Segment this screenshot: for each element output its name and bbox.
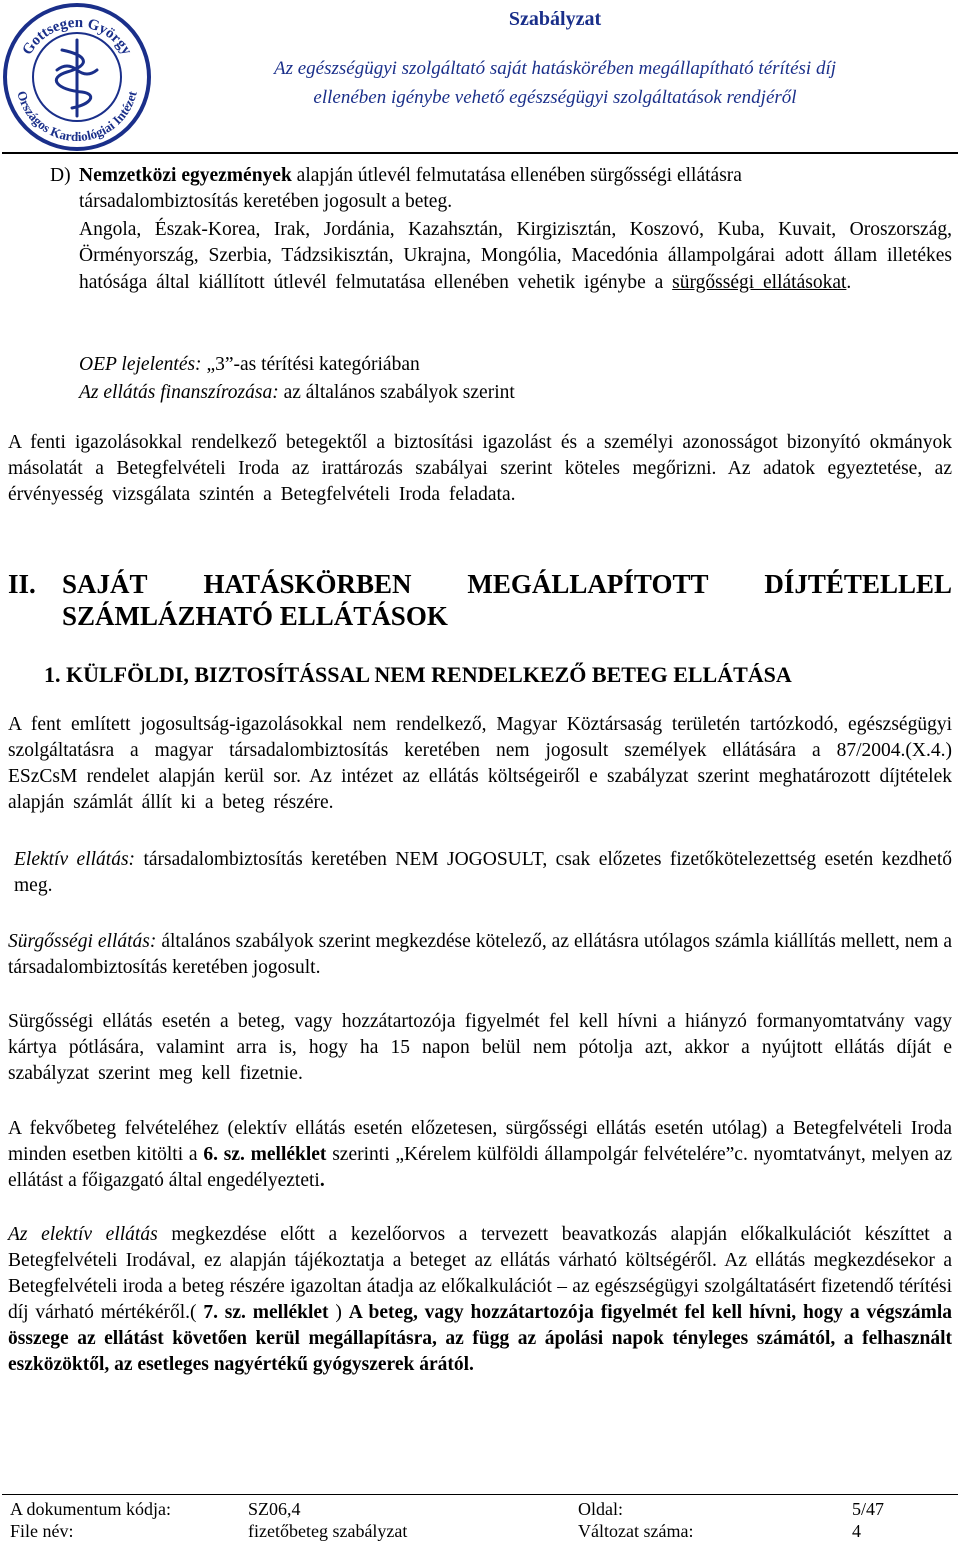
footer-row-2	[0, 1518, 960, 1545]
section-d-marker: D)	[50, 165, 71, 186]
file-name-label: File név:	[10, 1521, 74, 1541]
paragraph-certificates: A fenti igazolásokkal rendelkező betegektől a biztosítási igazolást és a személyi azonosságot bizonyító okmányok másolatát a Betegfelvételi Iroda az irattározás szabályai szerint köteles megőrizni. Az adatok egyeztetése, az érvényesség vizsgálata szintén a Betegfelvételi Iroda feladata.	[8, 432, 952, 505]
doc-code-label: A dokumentum kódja:	[10, 1499, 171, 1519]
paragraph-inpatient: A fekvőbeteg felvételéhez (elektív ellátás esetén előzetesen, sürgősségi ellátás esetén utólag) a Betegfelvételi Iroda minden esetben kitölti a 6. sz. melléklet szerinti „Kérelem külföldi állampolgár felvételére”c. nyomtatványt, melyen az ellátást a főigazgató által engedélyezteti.	[8, 1118, 952, 1191]
footer	[0, 1496, 960, 1545]
svg-text:Gottsegen György: Gottsegen György	[19, 14, 135, 58]
file-name-value: fizetőbeteg szabályzat	[248, 1521, 408, 1541]
section-d-bold: Nemzetközi egyezmények	[79, 165, 292, 186]
oep-report: OEP lejelentés: „3”-as térítési kategóriában	[79, 354, 420, 375]
page-label: Oldal:	[578, 1499, 623, 1519]
version-value: 4	[852, 1521, 861, 1541]
footer-divider	[2, 1494, 958, 1495]
subsection-1-title: 1. KÜLFÖLDI, BIZTOSÍTÁSSAL NEM RENDELKEZŐ BETEG ELLÁTÁSA	[44, 662, 792, 687]
paragraph-emergency: Sürgősségi ellátás: általános szabályok szerint megkezdése kötelező, az ellátásra utólagos számla kiállítás mellett, nem a társadalombiztosítás keretében jogosult.	[8, 931, 953, 978]
section-d-countries: Angola, Észak-Korea, Irak, Jordánia, Kazahsztán, Kirgizisztán, Koszovó, Kuba, Kuvait, Oroszország, Örményország, Szerbia, Tádzsikisztán, Ukrajna, Mongólia, Macedónia állampolgárai adott állam illetékes hatósága által kiállított útlevél felmutatása ellenében vehetik igénybe a sürgősségi ellátásokat.	[79, 219, 952, 293]
section-ii-numeral: II.	[8, 569, 36, 599]
paragraph-elective-precalculation: Az elektív ellátás megkezdése előtt a kezelőorvos a tervezett beavatkozás alapján előkalkulációt készíttet a Betegfelvételi Irodával, ez alapján tájékoztatja a beteget az ellátás várható költségéről. Az ellátás megkezdésekor a Betegfelvételi iroda a beteg részére igazoltan átadja az előkalkulációt – az egészségügyi szolgáltatásért fizetendő térítési díj várható mértékéről.( 7. sz. melléklet ) A beteg, vagy hozzátartozója figyelmét fel kell hívni, hogy a végszámla összege az ellátást követően kerül megállapításra, az függ az ápolási napok tényleges számától, a felhasznált eszközöktől, az esetleges nagyértékű gyógyszerek árától.	[8, 1224, 953, 1375]
paragraph-foreign-patients: A fent említett jogosultság-igazolásokkal nem rendelkező, Magyar Köztársaság területén tartózkodó, egészségügyi szolgáltatásra a magyar társadalombiztosítás keretében nem jogosult személyek ellátására a 87/2004.(X.4.) ESzCsM rendelet alapján kerül sor. Az intézet az ellátás költségeiről e szabályzat szerint meghatározott díjtételek alapján számlát állít ki a beteg részére.	[8, 714, 952, 813]
doc-code-value: SZ06,4	[248, 1499, 301, 1519]
financing: Az ellátás finanszírozása: az általános szabályok szerint	[79, 382, 515, 403]
paragraph-elective: Elektív ellátás: társadalombiztosítás keretében NEM JOGOSULT, csak előzetes fizetőkötelezettség esetén kezdhető meg.	[14, 849, 952, 896]
section-ii-title-line2: SZÁMLÁZHATÓ ELLÁTÁSOK	[62, 601, 448, 631]
header-divider	[2, 152, 958, 154]
document-subtitle-line2: ellenében igénybe vehető egészségügyi szolgáltatások rendjéről	[313, 87, 797, 108]
institute-logo	[2, 0, 152, 152]
version-label: Változat száma:	[578, 1521, 694, 1541]
section-d-heading	[79, 163, 952, 189]
section-ii-title-line1: SAJÁT HATÁSKÖRBEN MEGÁLLAPÍTOTT DÍJTÉTELLEL	[62, 569, 952, 599]
document-subtitle-line1: Az egészségügyi szolgáltató saját hatáskörében megállapítható térítési díj	[273, 58, 837, 79]
section-d-heading-line2: társadalombiztosítás keretében jogosult a beteg.	[79, 191, 453, 212]
emergency-care-link-text: sürgősségi ellátásokat	[672, 271, 847, 293]
paragraph-emergency-documents: Sürgősségi ellátás esetén a beteg, vagy hozzátartozója figyelmét fel kell hívni a hiányzó formanyomtatvány vagy kártya pótlására, valamint arra is, hogy ha 15 napon belül nem pótolja azt, akkor a nyújtott ellátás díját e szabályzat szerint meg kell fizetnie.	[8, 1011, 952, 1084]
document-title: Szabályzat	[508, 8, 602, 30]
page-number: 5/47	[852, 1499, 885, 1519]
svg-text:Országos Kardiológiai Intézet: Országos Kardiológiai Intézet	[14, 89, 140, 145]
section-d-heading-text: alapján útlevél felmutatása ellenében sürgősségi ellátásra	[296, 165, 742, 186]
